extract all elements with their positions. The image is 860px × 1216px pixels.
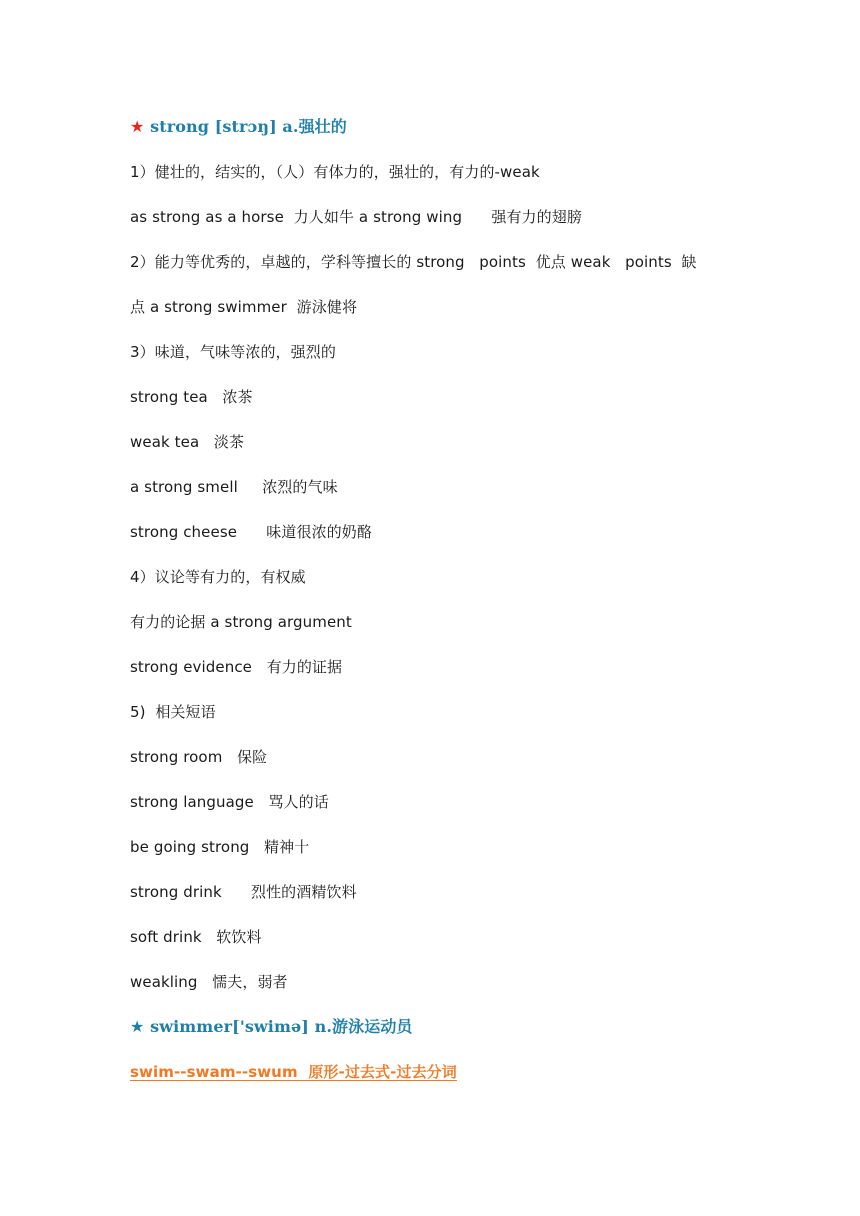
example-line: strong tea 浓茶: [130, 388, 253, 406]
example-line: 点 a strong swimmer 游泳健将: [130, 298, 358, 316]
example-line: as strong as a horse 力人如牛 a strong wing 强有力的翅膀: [130, 208, 582, 226]
example-line: strong evidence 有力的证据: [130, 658, 343, 676]
entry-heading-strong: [130, 114, 750, 159]
phrase-line: strong room 保险: [130, 748, 268, 766]
sense-2: 2）能力等优秀的，卓越的，学科等擅长的 strong points 优点 weak points 缺: [130, 253, 697, 271]
document-body: [130, 114, 750, 1104]
star-icon: ★: [130, 1017, 145, 1036]
example-line: a strong smell 浓烈的气味: [130, 478, 338, 496]
entry-heading-swimmer: [130, 1014, 750, 1059]
phrase-line: soft drink 软饮料: [130, 928, 262, 946]
phrase-line: strong drink 烈性的酒精饮料: [130, 883, 357, 901]
phrase-line: weakling 懦夫，弱者: [130, 973, 288, 991]
sense-5: 5) 相关短语: [130, 703, 216, 721]
star-icon: ★: [130, 117, 145, 136]
phrase-line: be going strong 精神十: [130, 838, 310, 856]
verb-forms-line: swim--swam--swum 原形-过去式-过去分词: [130, 1063, 457, 1081]
sense-1: 1）健壮的，结实的，（人）有体力的，强壮的，有力的-weak: [130, 163, 540, 181]
headword-swimmer: swimmer['swimə] n.游泳运动员: [144, 1017, 413, 1036]
example-line: weak tea 淡茶: [130, 433, 245, 451]
example-line: 有力的论据 a strong argument: [130, 613, 352, 631]
sense-4: 4）议论等有力的，有权威: [130, 568, 306, 586]
phrase-line: strong language 骂人的话: [130, 793, 329, 811]
sense-3: 3）味道，气味等浓的，强烈的: [130, 343, 336, 361]
headword-strong: strong [strɔŋ] a.强壮的: [144, 117, 347, 136]
example-line: strong cheese 味道很浓的奶酪: [130, 523, 372, 541]
